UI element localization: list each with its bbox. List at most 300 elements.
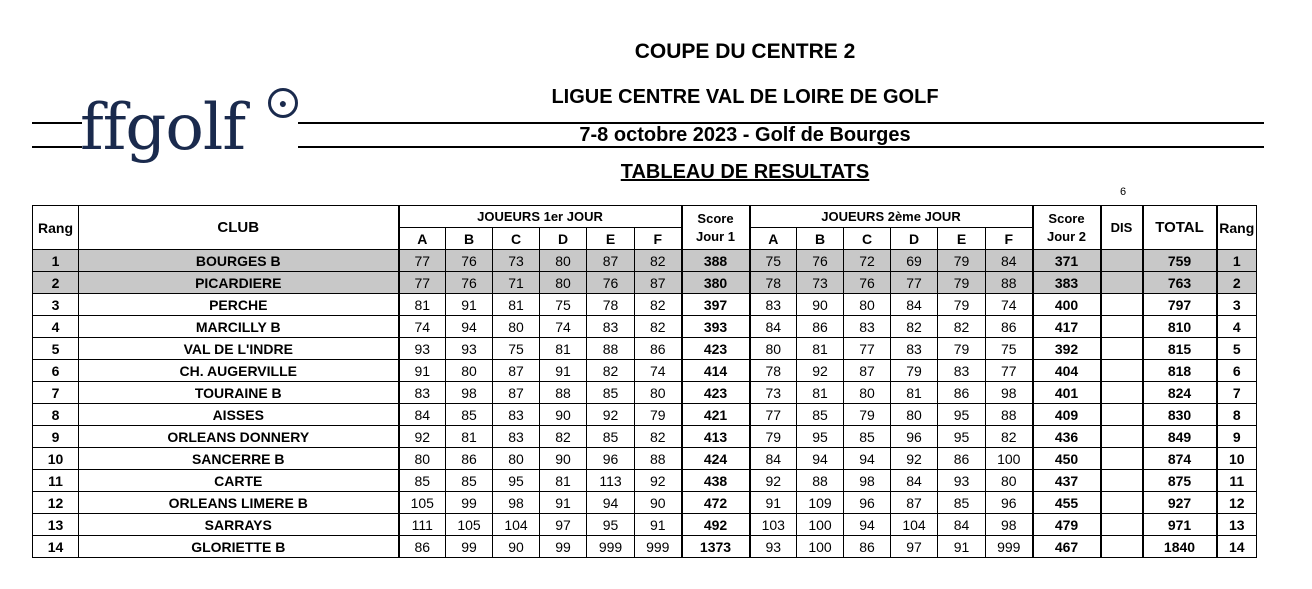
day2-score-cell: 82 bbox=[938, 316, 986, 338]
day2-total-cell: 467 bbox=[1033, 536, 1101, 558]
day2-score-cell: 81 bbox=[891, 382, 938, 404]
rank-right-cell: 10 bbox=[1217, 448, 1257, 470]
dis-cell bbox=[1101, 382, 1143, 404]
day1-total-cell: 423 bbox=[682, 382, 750, 404]
header-rank: Rang bbox=[33, 206, 79, 250]
day2-total-cell: 392 bbox=[1033, 338, 1101, 360]
header-total: TOTAL bbox=[1143, 206, 1217, 250]
rank-cell: 9 bbox=[33, 426, 79, 448]
day1-score-cell: 92 bbox=[399, 426, 446, 448]
day1-score-cell: 999 bbox=[587, 536, 635, 558]
day1-score-cell: 99 bbox=[446, 536, 493, 558]
day1-score-cell: 82 bbox=[635, 294, 682, 316]
club-name-cell: SANCERRE B bbox=[79, 448, 399, 470]
rank-cell: 1 bbox=[33, 250, 79, 272]
header-player-a-day1: A bbox=[399, 228, 446, 250]
rank-right-cell: 8 bbox=[1217, 404, 1257, 426]
table-row bbox=[33, 470, 1257, 492]
club-name-cell: AISSES bbox=[79, 404, 399, 426]
club-name-cell: CARTE bbox=[79, 470, 399, 492]
day1-score-cell: 80 bbox=[399, 448, 446, 470]
day1-score-cell: 93 bbox=[446, 338, 493, 360]
day2-score-cell: 76 bbox=[844, 272, 891, 294]
day1-score-cell: 82 bbox=[635, 250, 682, 272]
day2-score-cell: 84 bbox=[986, 250, 1033, 272]
dis-cell bbox=[1101, 448, 1143, 470]
day2-score-cell: 77 bbox=[844, 338, 891, 360]
day2-score-cell: 78 bbox=[750, 360, 797, 382]
day2-total-cell: 371 bbox=[1033, 250, 1101, 272]
day2-score-cell: 84 bbox=[750, 448, 797, 470]
day2-score-cell: 80 bbox=[750, 338, 797, 360]
day2-score-cell: 72 bbox=[844, 250, 891, 272]
day1-score-cell: 91 bbox=[399, 360, 446, 382]
day2-score-cell: 73 bbox=[797, 272, 844, 294]
club-name-cell: PERCHE bbox=[79, 294, 399, 316]
day2-total-cell: 417 bbox=[1033, 316, 1101, 338]
day1-score-cell: 84 bbox=[399, 404, 446, 426]
rank-cell: 12 bbox=[33, 492, 79, 514]
day1-score-cell: 88 bbox=[587, 338, 635, 360]
header-rule-right-top bbox=[298, 122, 1264, 124]
grand-total-cell: 810 bbox=[1143, 316, 1217, 338]
ffgolf-logo bbox=[80, 88, 300, 178]
day1-score-cell: 94 bbox=[587, 492, 635, 514]
day2-score-cell: 84 bbox=[891, 294, 938, 316]
day2-score-cell: 84 bbox=[750, 316, 797, 338]
rank-right-cell: 6 bbox=[1217, 360, 1257, 382]
day2-score-cell: 999 bbox=[986, 536, 1033, 558]
day2-score-cell: 82 bbox=[891, 316, 938, 338]
day1-score-cell: 81 bbox=[399, 294, 446, 316]
day1-score-cell: 85 bbox=[587, 426, 635, 448]
header-rule-left-bottom bbox=[32, 146, 82, 148]
day2-score-cell: 100 bbox=[797, 514, 844, 536]
day2-score-cell: 80 bbox=[986, 470, 1033, 492]
grand-total-cell: 759 bbox=[1143, 250, 1217, 272]
day1-score-cell: 90 bbox=[540, 404, 587, 426]
day2-score-cell: 83 bbox=[750, 294, 797, 316]
day2-total-cell: 404 bbox=[1033, 360, 1101, 382]
header-score1-line1: Score bbox=[697, 210, 734, 226]
rank-cell: 6 bbox=[33, 360, 79, 382]
day1-score-cell: 75 bbox=[540, 294, 587, 316]
club-name-cell: MARCILLY B bbox=[79, 316, 399, 338]
day1-score-cell: 80 bbox=[540, 272, 587, 294]
rank-cell: 11 bbox=[33, 470, 79, 492]
day1-score-cell: 75 bbox=[493, 338, 540, 360]
day2-score-cell: 86 bbox=[797, 316, 844, 338]
header-player-b-day2: B bbox=[797, 228, 844, 250]
day2-total-cell: 383 bbox=[1033, 272, 1101, 294]
day1-score-cell: 80 bbox=[493, 448, 540, 470]
club-name-cell: ORLEANS DONNERY bbox=[79, 426, 399, 448]
day2-score-cell: 88 bbox=[986, 272, 1033, 294]
day2-total-cell: 455 bbox=[1033, 492, 1101, 514]
day1-score-cell: 81 bbox=[493, 294, 540, 316]
grand-total-cell: 763 bbox=[1143, 272, 1217, 294]
grand-total-cell: 824 bbox=[1143, 382, 1217, 404]
dis-cell bbox=[1101, 360, 1143, 382]
day1-score-cell: 99 bbox=[446, 492, 493, 514]
header-rank-right: Rang bbox=[1217, 206, 1257, 250]
day2-total-cell: 450 bbox=[1033, 448, 1101, 470]
dis-cell bbox=[1101, 426, 1143, 448]
day1-score-cell: 98 bbox=[493, 492, 540, 514]
day2-score-cell: 100 bbox=[797, 536, 844, 558]
day2-score-cell: 97 bbox=[891, 536, 938, 558]
rank-right-cell: 9 bbox=[1217, 426, 1257, 448]
club-name-cell: GLORIETTE B bbox=[79, 536, 399, 558]
header-player-a-day2: A bbox=[750, 228, 797, 250]
rank-right-cell: 1 bbox=[1217, 250, 1257, 272]
day1-total-cell: 1373 bbox=[682, 536, 750, 558]
day2-score-cell: 88 bbox=[797, 470, 844, 492]
day1-score-cell: 71 bbox=[493, 272, 540, 294]
corner-number: 6 bbox=[1120, 186, 1127, 198]
rooster-icon: ● bbox=[268, 88, 298, 118]
day1-total-cell: 438 bbox=[682, 470, 750, 492]
table-row bbox=[33, 360, 1257, 382]
club-name-cell: ORLEANS LIMERE B bbox=[79, 492, 399, 514]
header-score1 bbox=[682, 206, 750, 250]
header-player-c-day2: C bbox=[844, 228, 891, 250]
day1-total-cell: 492 bbox=[682, 514, 750, 536]
day1-score-cell: 83 bbox=[493, 426, 540, 448]
day2-score-cell: 80 bbox=[844, 382, 891, 404]
dis-cell bbox=[1101, 250, 1143, 272]
dis-cell bbox=[1101, 272, 1143, 294]
rank-cell: 10 bbox=[33, 448, 79, 470]
day1-score-cell: 88 bbox=[540, 382, 587, 404]
day2-score-cell: 103 bbox=[750, 514, 797, 536]
header-dis: DIS bbox=[1101, 206, 1143, 250]
dis-cell bbox=[1101, 470, 1143, 492]
day2-score-cell: 80 bbox=[891, 404, 938, 426]
grand-total-cell: 818 bbox=[1143, 360, 1217, 382]
day1-score-cell: 82 bbox=[635, 426, 682, 448]
day1-score-cell: 90 bbox=[635, 492, 682, 514]
rank-cell: 7 bbox=[33, 382, 79, 404]
day2-score-cell: 79 bbox=[938, 294, 986, 316]
day1-score-cell: 105 bbox=[446, 514, 493, 536]
day2-score-cell: 87 bbox=[844, 360, 891, 382]
day1-score-cell: 80 bbox=[635, 382, 682, 404]
grand-total-cell: 971 bbox=[1143, 514, 1217, 536]
table-row bbox=[33, 514, 1257, 536]
day2-score-cell: 86 bbox=[986, 316, 1033, 338]
day2-score-cell: 79 bbox=[938, 272, 986, 294]
dis-cell bbox=[1101, 316, 1143, 338]
league-name: LIGUE CENTRE VAL DE LOIRE DE GOLF bbox=[551, 86, 939, 108]
dis-cell bbox=[1101, 514, 1143, 536]
day2-score-cell: 86 bbox=[844, 536, 891, 558]
day2-score-cell: 91 bbox=[938, 536, 986, 558]
header-score1-line2: Jour 1 bbox=[695, 228, 735, 244]
grand-total-cell: 830 bbox=[1143, 404, 1217, 426]
day2-score-cell: 93 bbox=[750, 536, 797, 558]
day1-score-cell: 82 bbox=[635, 316, 682, 338]
day2-score-cell: 79 bbox=[891, 360, 938, 382]
day1-score-cell: 80 bbox=[540, 250, 587, 272]
day2-total-cell: 436 bbox=[1033, 426, 1101, 448]
day1-score-cell: 83 bbox=[587, 316, 635, 338]
dis-cell bbox=[1101, 492, 1143, 514]
day1-score-cell: 95 bbox=[587, 514, 635, 536]
dis-cell bbox=[1101, 536, 1143, 558]
day1-score-cell: 86 bbox=[399, 536, 446, 558]
rank-right-cell: 13 bbox=[1217, 514, 1257, 536]
day1-total-cell: 421 bbox=[682, 404, 750, 426]
day1-score-cell: 87 bbox=[587, 250, 635, 272]
rank-cell: 8 bbox=[33, 404, 79, 426]
header-score2 bbox=[1033, 206, 1101, 250]
header-player-e-day1: E bbox=[587, 228, 635, 250]
header-rule-right-bottom bbox=[298, 146, 1264, 148]
grand-total-cell: 927 bbox=[1143, 492, 1217, 514]
table-row bbox=[33, 404, 1257, 426]
rank-right-cell: 5 bbox=[1217, 338, 1257, 360]
day2-score-cell: 83 bbox=[891, 338, 938, 360]
day1-score-cell: 80 bbox=[493, 316, 540, 338]
day1-score-cell: 76 bbox=[446, 250, 493, 272]
rank-cell: 13 bbox=[33, 514, 79, 536]
day1-score-cell: 83 bbox=[399, 382, 446, 404]
club-name-cell: PICARDIERE bbox=[79, 272, 399, 294]
table-row bbox=[33, 536, 1257, 558]
day1-score-cell: 80 bbox=[446, 360, 493, 382]
day2-score-cell: 74 bbox=[986, 294, 1033, 316]
table-row bbox=[33, 382, 1257, 404]
day2-score-cell: 79 bbox=[938, 338, 986, 360]
day1-score-cell: 91 bbox=[446, 294, 493, 316]
rank-right-cell: 3 bbox=[1217, 294, 1257, 316]
day2-score-cell: 79 bbox=[750, 426, 797, 448]
grand-total-cell: 1840 bbox=[1143, 536, 1217, 558]
grand-total-cell: 797 bbox=[1143, 294, 1217, 316]
grand-total-cell: 815 bbox=[1143, 338, 1217, 360]
day2-score-cell: 77 bbox=[986, 360, 1033, 382]
day2-score-cell: 86 bbox=[938, 448, 986, 470]
day2-score-cell: 104 bbox=[891, 514, 938, 536]
day1-score-cell: 82 bbox=[540, 426, 587, 448]
day2-score-cell: 81 bbox=[797, 382, 844, 404]
day2-score-cell: 96 bbox=[891, 426, 938, 448]
day2-total-cell: 409 bbox=[1033, 404, 1101, 426]
day1-score-cell: 999 bbox=[635, 536, 682, 558]
day1-score-cell: 113 bbox=[587, 470, 635, 492]
day1-total-cell: 397 bbox=[682, 294, 750, 316]
day1-score-cell: 97 bbox=[540, 514, 587, 536]
grand-total-cell: 849 bbox=[1143, 426, 1217, 448]
day2-total-cell: 479 bbox=[1033, 514, 1101, 536]
day2-score-cell: 83 bbox=[938, 360, 986, 382]
day1-score-cell: 86 bbox=[635, 338, 682, 360]
day2-score-cell: 109 bbox=[797, 492, 844, 514]
day1-score-cell: 93 bbox=[399, 338, 446, 360]
rank-right-cell: 7 bbox=[1217, 382, 1257, 404]
day1-score-cell: 90 bbox=[493, 536, 540, 558]
day1-score-cell: 83 bbox=[493, 404, 540, 426]
rank-cell: 5 bbox=[33, 338, 79, 360]
table-row bbox=[33, 448, 1257, 470]
day1-score-cell: 77 bbox=[399, 272, 446, 294]
day1-total-cell: 413 bbox=[682, 426, 750, 448]
club-name-cell: VAL DE L'INDRE bbox=[79, 338, 399, 360]
day1-score-cell: 96 bbox=[587, 448, 635, 470]
table-row bbox=[33, 316, 1257, 338]
day1-score-cell: 85 bbox=[446, 404, 493, 426]
day2-score-cell: 95 bbox=[938, 426, 986, 448]
day1-score-cell: 95 bbox=[493, 470, 540, 492]
day1-score-cell: 91 bbox=[540, 360, 587, 382]
results-heading: TABLEAU DE RESULTATS bbox=[620, 161, 870, 183]
day2-score-cell: 85 bbox=[844, 426, 891, 448]
day1-score-cell: 86 bbox=[446, 448, 493, 470]
day1-score-cell: 79 bbox=[635, 404, 682, 426]
day2-score-cell: 87 bbox=[891, 492, 938, 514]
club-name-cell: SARRAYS bbox=[79, 514, 399, 536]
day1-score-cell: 88 bbox=[635, 448, 682, 470]
header-day1: JOUEURS 1er JOUR bbox=[399, 206, 682, 228]
day2-score-cell: 98 bbox=[986, 514, 1033, 536]
day1-score-cell: 81 bbox=[540, 338, 587, 360]
rank-cell: 14 bbox=[33, 536, 79, 558]
day1-total-cell: 393 bbox=[682, 316, 750, 338]
header-rule-left-top bbox=[32, 122, 82, 124]
day2-score-cell: 84 bbox=[938, 514, 986, 536]
day2-score-cell: 92 bbox=[797, 360, 844, 382]
day2-score-cell: 83 bbox=[844, 316, 891, 338]
day1-score-cell: 81 bbox=[540, 470, 587, 492]
day2-score-cell: 90 bbox=[797, 294, 844, 316]
day2-score-cell: 96 bbox=[844, 492, 891, 514]
day1-score-cell: 78 bbox=[587, 294, 635, 316]
grand-total-cell: 875 bbox=[1143, 470, 1217, 492]
header-player-c-day1: C bbox=[493, 228, 540, 250]
day1-score-cell: 98 bbox=[446, 382, 493, 404]
event-title: COUPE DU CENTRE 2 bbox=[634, 40, 856, 63]
day1-total-cell: 472 bbox=[682, 492, 750, 514]
day1-score-cell: 74 bbox=[540, 316, 587, 338]
day2-score-cell: 88 bbox=[986, 404, 1033, 426]
table-row bbox=[33, 272, 1257, 294]
day2-score-cell: 95 bbox=[938, 404, 986, 426]
header-player-f-day2: F bbox=[986, 228, 1033, 250]
header-club: CLUB bbox=[79, 206, 399, 250]
day1-score-cell: 87 bbox=[493, 360, 540, 382]
day1-score-cell: 76 bbox=[446, 272, 493, 294]
day2-score-cell: 95 bbox=[797, 426, 844, 448]
day1-score-cell: 87 bbox=[493, 382, 540, 404]
club-name-cell: BOURGES B bbox=[79, 250, 399, 272]
rank-right-cell: 4 bbox=[1217, 316, 1257, 338]
day2-score-cell: 85 bbox=[797, 404, 844, 426]
rank-right-cell: 14 bbox=[1217, 536, 1257, 558]
day1-score-cell: 74 bbox=[635, 360, 682, 382]
day2-total-cell: 401 bbox=[1033, 382, 1101, 404]
day1-score-cell: 81 bbox=[446, 426, 493, 448]
day2-score-cell: 91 bbox=[750, 492, 797, 514]
day2-score-cell: 86 bbox=[938, 382, 986, 404]
day1-score-cell: 77 bbox=[399, 250, 446, 272]
day1-score-cell: 105 bbox=[399, 492, 446, 514]
day1-total-cell: 424 bbox=[682, 448, 750, 470]
day2-score-cell: 75 bbox=[986, 338, 1033, 360]
header-player-d-day2: D bbox=[891, 228, 938, 250]
table-row bbox=[33, 492, 1257, 514]
day1-score-cell: 91 bbox=[540, 492, 587, 514]
day2-score-cell: 82 bbox=[986, 426, 1033, 448]
header-player-e-day2: E bbox=[938, 228, 986, 250]
event-date-venue: 7-8 octobre 2023 - Golf de Bourges bbox=[579, 124, 911, 146]
day1-score-cell: 85 bbox=[399, 470, 446, 492]
day1-score-cell: 73 bbox=[493, 250, 540, 272]
day1-score-cell: 104 bbox=[493, 514, 540, 536]
header-player-d-day1: D bbox=[540, 228, 587, 250]
day1-total-cell: 388 bbox=[682, 250, 750, 272]
rank-cell: 3 bbox=[33, 294, 79, 316]
day2-score-cell: 76 bbox=[797, 250, 844, 272]
day2-total-cell: 437 bbox=[1033, 470, 1101, 492]
day2-score-cell: 81 bbox=[797, 338, 844, 360]
day2-score-cell: 96 bbox=[986, 492, 1033, 514]
day1-total-cell: 423 bbox=[682, 338, 750, 360]
dis-cell bbox=[1101, 404, 1143, 426]
rank-cell: 2 bbox=[33, 272, 79, 294]
day2-score-cell: 94 bbox=[797, 448, 844, 470]
day2-score-cell: 79 bbox=[938, 250, 986, 272]
rank-right-cell: 11 bbox=[1217, 470, 1257, 492]
header-score2-line1: Score bbox=[1048, 210, 1085, 226]
day1-score-cell: 92 bbox=[587, 404, 635, 426]
day2-score-cell: 77 bbox=[750, 404, 797, 426]
day2-score-cell: 94 bbox=[844, 514, 891, 536]
club-name-cell: CH. AUGERVILLE bbox=[79, 360, 399, 382]
day1-score-cell: 92 bbox=[635, 470, 682, 492]
results-body bbox=[33, 250, 1257, 558]
day1-score-cell: 85 bbox=[587, 382, 635, 404]
logo-text: ffgolf bbox=[80, 91, 246, 165]
header-day2: JOUEURS 2ème JOUR bbox=[750, 206, 1033, 228]
grand-total-cell: 874 bbox=[1143, 448, 1217, 470]
day1-total-cell: 380 bbox=[682, 272, 750, 294]
day1-total-cell: 414 bbox=[682, 360, 750, 382]
table-row bbox=[33, 250, 1257, 272]
day2-score-cell: 77 bbox=[891, 272, 938, 294]
day2-score-cell: 92 bbox=[750, 470, 797, 492]
day1-score-cell: 94 bbox=[446, 316, 493, 338]
day2-score-cell: 84 bbox=[891, 470, 938, 492]
table-row bbox=[33, 426, 1257, 448]
day2-score-cell: 93 bbox=[938, 470, 986, 492]
day2-score-cell: 94 bbox=[844, 448, 891, 470]
dis-cell bbox=[1101, 294, 1143, 316]
day1-score-cell: 111 bbox=[399, 514, 446, 536]
day1-score-cell: 87 bbox=[635, 272, 682, 294]
table-row bbox=[33, 338, 1257, 360]
day2-score-cell: 73 bbox=[750, 382, 797, 404]
header-player-f-day1: F bbox=[635, 228, 682, 250]
results-table bbox=[32, 205, 1257, 558]
dis-cell bbox=[1101, 338, 1143, 360]
day2-score-cell: 78 bbox=[750, 272, 797, 294]
day1-score-cell: 90 bbox=[540, 448, 587, 470]
header-score2-line2: Jour 2 bbox=[1046, 228, 1086, 244]
rank-right-cell: 2 bbox=[1217, 272, 1257, 294]
day2-score-cell: 75 bbox=[750, 250, 797, 272]
day2-score-cell: 100 bbox=[986, 448, 1033, 470]
